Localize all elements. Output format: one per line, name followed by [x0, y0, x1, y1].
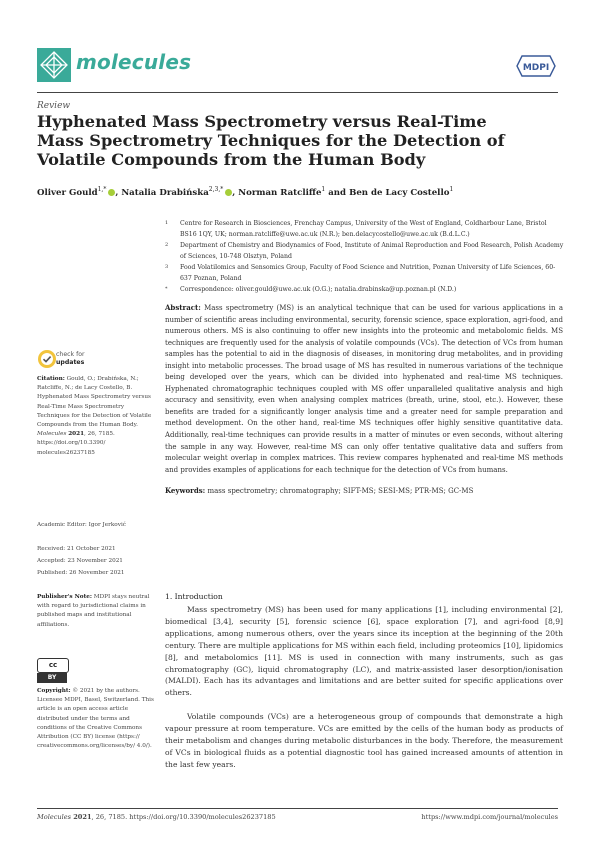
- footer: [37, 813, 558, 821]
- keywords-label: Keywords:: [165, 486, 206, 495]
- accepted-date: Accepted: 23 November 2021: [37, 558, 123, 564]
- author-affiliation-mark: 1: [449, 186, 454, 193]
- citation-year: 2021: [68, 431, 85, 438]
- article-title: Hyphenated Mass Spectrometry versus Real-Time Mass Spectrometry Techniques for the Detection of Volatile Compounds from the Human Body: [37, 112, 505, 169]
- author-affiliation-mark: 1: [321, 186, 326, 193]
- check-for-updates-label[interactable]: [56, 351, 85, 367]
- publisher-name: MDPI: [522, 63, 550, 73]
- citation-journal: Molecules: [37, 431, 67, 438]
- author-affiliation-mark: 1,*: [97, 186, 107, 193]
- footer-url[interactable]: https://www.mdpi.com/journal/molecules: [421, 813, 558, 821]
- citation-label: Citation:: [37, 376, 65, 382]
- copyright-label: Copyright:: [37, 688, 71, 694]
- check-for-updates-icon[interactable]: [37, 349, 57, 369]
- orcid-icon[interactable]: [108, 189, 115, 196]
- author-list: Oliver Gould$^{1,*}$ , Natalia Drabińska$^{2,3,*}$ , Norman Ratcliffe$^1$ and Ben de Lacy Costello$^1$: [37, 186, 454, 198]
- footer-divider: [37, 808, 558, 809]
- mdpi-logo-icon: [516, 54, 556, 78]
- keywords: [165, 486, 563, 495]
- section-heading: 1. Introduction: [165, 592, 223, 601]
- received-date: Received: 21 October 2021: [37, 546, 116, 552]
- keywords-text: mass spectrometry; chromatography; SIFT-MS; SESI-MS; PTR-MS; GC-MS: [207, 487, 474, 495]
- footer-journal: Molecules: [37, 813, 72, 821]
- paragraph-text: Volatile compounds (VCs) are a heterogeneous group of compounds that demonstrate a high vapour pressure at room temperature. VCs are emitted by the cells of the human body as products of their metabolism and changes during metabolic disturbances in the body. Therefore, the measurement of VCs in biological fluids as a potential diagnostic tool has gained increased amounts of attention in the last few years.: [165, 712, 563, 769]
- author-name: Oliver Gould: [37, 187, 98, 198]
- paragraph: [165, 604, 563, 699]
- affiliation-number: *: [165, 286, 168, 292]
- affiliation-number: 3: [165, 264, 169, 270]
- publisher-note: [37, 593, 157, 630]
- affiliation-number: 2: [165, 242, 169, 248]
- author-name: Natalia Drabińska: [121, 187, 209, 198]
- check-line-1: check for: [56, 351, 85, 358]
- paragraph: [165, 711, 563, 771]
- citation-rest[interactable]: , 26, 7185. https://doi.org/10.3390/ molecules26237185: [37, 431, 115, 456]
- citation: [37, 375, 157, 458]
- affiliation-number: 1: [165, 220, 169, 226]
- cc-license-icon[interactable]: cc: [37, 658, 69, 673]
- article-type: Review: [37, 101, 71, 111]
- affiliation: [165, 263, 565, 284]
- published-date: Published: 26 November 2021: [37, 570, 125, 576]
- abstract-text: Mass spectrometry (MS) is an analytical technique that can be used for various applications in a number of scientific areas including environmental, security, forensic science, space exploration, agri-food, and numerous others. MS is also continuing to offer new insights into the proteomic and metabolomic fields. MS techniques are frequently used for the analysis of volatile compounds (VCs). The detection of VCs from human samples has the potential to aid in the diagnosis of diseases, in monitoring drug metabolites, and in providing insight into metabolic processes. The broad usage of MS has resulted in numerous variations of the technique being developed over the years, which can be divided into hyphenated and real-time MS techniques. Hyphenated chromatographic techniques coupled with MS offer unparalleled qualitative analysis and high accuracy and sensitivity, even when analysing complex matrices (breath, urine, stool, etc.). However, these benefits are traded for a significantly longer analysis time and a greater need for sample preparation and method development. On the other hand, real-time MS techniques offer highly sensitive quantitative data. Additionally, real-time techniques can provide results in a matter of minutes or even seconds, without altering the sample in any way. However, real-time MS can only offer tentative qualitative data and suffers from molecular weight overlap in complex matrices. This review compares hyphenated and real-time MS methods and provides examples of applications for each technique for the detection of VCs from humans.: [165, 304, 563, 474]
- affiliation-text: Correspondence: oliver.gould@uwe.ac.uk (O.G.); natalia.drabinska@up.poznan.pl (N.D.): [180, 286, 457, 293]
- author-name: Ben de Lacy Costello: [349, 187, 450, 198]
- cc-by-icon[interactable]: BY: [37, 673, 67, 683]
- affiliation: [165, 219, 565, 240]
- copyright-text: © 2021 by the authors. Licensee MDPI, Basel, Switzerland. This article is an open access article distributed under the terms and conditions of the Creative Commons Attribution (CC BY) license (https:// creativecommons.org/licenses/by/ 4.0/).: [37, 688, 154, 750]
- affiliation-text: Food Volatilomics and Sensomics Group, Faculty of Food Science and Nutrition, Poznan University of Life Sciences, 60-637 Poznan, Poland: [180, 264, 556, 282]
- footer-year: 2021: [73, 813, 92, 821]
- academic-editor: Academic Editor: Igor Jerković: [37, 522, 126, 528]
- correspondence: [165, 285, 565, 296]
- journal-logo-icon: [37, 48, 71, 82]
- publisher-note-label: Publisher's Note:: [37, 594, 92, 600]
- author-affiliation-mark: 2,3,*: [208, 186, 224, 193]
- paragraph-text: Mass spectrometry (MS) has been used for many applications [1], including environmental [2], biomedical [3,4], security [5], forensic science [6], space exploration [7], and agri-food [8,9] applications, among numerous others, over the years since its inception at the beginning of the 20th century. There are multiple applications for MS within each field, including proteomics [10], lipidomics [8], and metabolomics [11]. MS is used in connection with many instruments, such as gas chromatography (GC), liquid chromatography (LC), and matrix-assisted laser desorption/ionisation (MALDI). Each has its advantages and limitations and are better suited for specific applications over others.: [165, 605, 563, 698]
- publisher-note-text: MDPI stays neutral with regard to jurisdictional claims in published maps and institutional affiliations.: [37, 594, 150, 628]
- copyright: [37, 687, 157, 751]
- affiliation-text: Centre for Research in Biosciences, Frenchay Campus, University of the West of England, Coldharbour Lane, Bristol BS16 1QY, UK; norman.ratcliffe@uwe.ac.uk (N.R.); ben.delacycostello@uwe.ac.uk (B.d.L.C.): [180, 220, 547, 238]
- author-name: Norman Ratcliffe: [238, 187, 322, 198]
- citation-text: Gould, O.; Drabińska, N.; Ratcliffe, N.; de Lacy Costello, B. Hyphenated Mass Spectrometry versus Real-Time Mass Spectrometry Techniques for the Detection of Volatile Compounds from the Human Body.: [37, 376, 152, 429]
- affiliation-text: Department of Chemistry and Biodynamics of Food, Institute of Animal Reproduction and Food Research, Polish Academy of Sciences, 10-748 Olsztyn, Poland: [180, 242, 564, 260]
- footer-citation[interactable]: , 26, 7185. https://doi.org/10.3390/molecules26237185: [91, 813, 276, 821]
- abstract: [165, 302, 563, 476]
- abstract-label: Abstract:: [165, 303, 201, 312]
- check-line-2: updates: [56, 359, 85, 366]
- header-divider: [37, 92, 558, 93]
- affiliation: [165, 241, 565, 262]
- journal-name: molecules: [76, 50, 192, 74]
- orcid-icon[interactable]: [225, 189, 232, 196]
